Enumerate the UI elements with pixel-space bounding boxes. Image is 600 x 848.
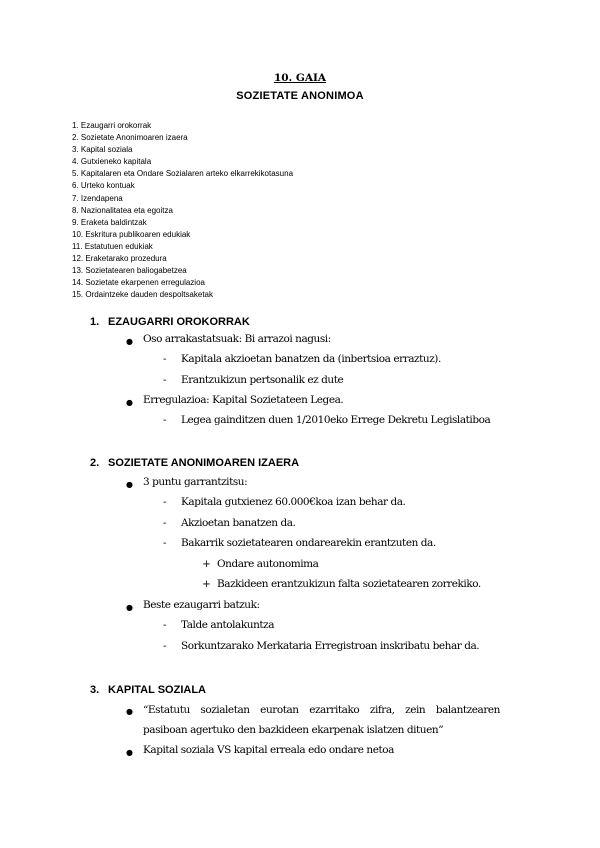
dash-text: Akzioetan banatzen da. [181, 517, 296, 529]
section-number: 2. [90, 457, 100, 469]
bullet-icon: ● [126, 748, 133, 757]
toc-item: 12. Eraketarako prozedura [72, 254, 167, 264]
chapter-title: 10. GAIA [273, 72, 327, 84]
bullet-icon: ● [126, 480, 133, 489]
dash-text: Talde antolakuntza [181, 619, 275, 631]
toc-item: 8. Nazionalitatea eta egoitza [72, 205, 173, 215]
dash-text: Kapitala gutxienez 60.000€koa izan behar da. [181, 496, 406, 508]
toc-item: 11. Estatutuen edukiak [72, 241, 153, 251]
toc-item: 10. Eskritura publikoaren edukiak [72, 229, 191, 239]
toc-item: 1. Ezaugarri orokorrak [72, 121, 152, 130]
toc-item: 2. Sozietate Anonimoaren izaera [72, 133, 188, 143]
plus-icon: + [202, 578, 211, 590]
plus-text: Bazkideen erantzukizun falta sozietatearen zorrekiko. [217, 578, 481, 590]
toc-item: 3. Kapital soziala [72, 145, 133, 155]
dash-text: Sorkuntzarako Merkataria Erregistroan inskribatu behar da. [181, 640, 480, 652]
dash-icon: - [163, 374, 167, 386]
toc-item: 5. Kapitalaren eta Ondare Sozialaren arteko elkarrekikotasuna [72, 169, 294, 179]
dash-icon: - [163, 640, 167, 652]
bullet-icon: ● [126, 398, 133, 407]
dash-icon: - [163, 537, 167, 549]
dash-text: Bakarrik sozietatearen ondarearekin erantzuten da. [181, 537, 436, 549]
plus-text: Ondare autonomima [217, 558, 319, 570]
dash-icon: - [163, 496, 167, 508]
toc-item: 4. Gutxieneko kapitala [72, 157, 152, 167]
toc-item: 9. Eraketa baldintzak [72, 217, 147, 227]
dash-icon: - [163, 619, 167, 631]
bullet-text: Beste ezaugarri batzuk: [143, 599, 260, 611]
section-2-heading [90, 457, 299, 469]
section-title: EZAUGARRI OROKORRAK [108, 316, 250, 328]
dash-text: Legea gainditzen duen 1/2010eko Errege Dekretu Legislatiboa [181, 414, 491, 426]
bullet-text: “Estatutu sozialetan eurotan ezarritako zifra, zein balantzearen pasiboan agertuko den bazkideen ekarpenak islatzen dituen” [143, 704, 500, 736]
table-of-contents [72, 120, 293, 301]
bullet-text: 3 puntu garrantzitsu: [143, 476, 248, 488]
section-number: 1. [90, 316, 100, 328]
bullet-text: Erregulazioa: Kapital Sozietateen Legea. [143, 394, 344, 406]
dash-text: Erantzukizun pertsonalik ez dute [181, 374, 344, 386]
bullet-text: Kapital soziala VS kapital erreala edo ondare netoa [143, 744, 394, 756]
toc-item: 6. Urteko kontuak [72, 181, 135, 191]
dash-text: Kapitala akzioetan banatzen da (inbertsioa erraztuz). [181, 353, 441, 365]
plus-icon: + [202, 558, 211, 570]
dash-icon: - [163, 353, 167, 365]
section-3-heading [90, 684, 206, 696]
section-1-heading [90, 316, 250, 328]
bullet-icon: ● [126, 337, 133, 346]
chapter-subtitle: SOZIETATE ANONIMOA [236, 90, 364, 102]
toc-item: 7. Izendapena [72, 193, 123, 203]
toc-item: 15. Ordaintzeke dauden despoltsaketak [72, 290, 213, 300]
bullet-icon: ● [126, 707, 133, 716]
dash-icon: - [163, 414, 167, 426]
section-title: SOZIETATE ANONIMOAREN IZAERA [108, 457, 300, 469]
bullet-icon: ● [126, 603, 133, 612]
toc-item: 14. Sozietate ekarpenen erregulazioa [72, 278, 205, 288]
bullet-text: Oso arrakastatsuak: Bi arrazoi nagusi: [143, 333, 331, 345]
dash-icon: - [163, 517, 167, 529]
section-number: 3. [90, 684, 100, 696]
toc-item: 13. Sozietatearen baliogabetzea [72, 266, 187, 276]
section-title: KAPITAL SOZIALA [108, 684, 206, 696]
